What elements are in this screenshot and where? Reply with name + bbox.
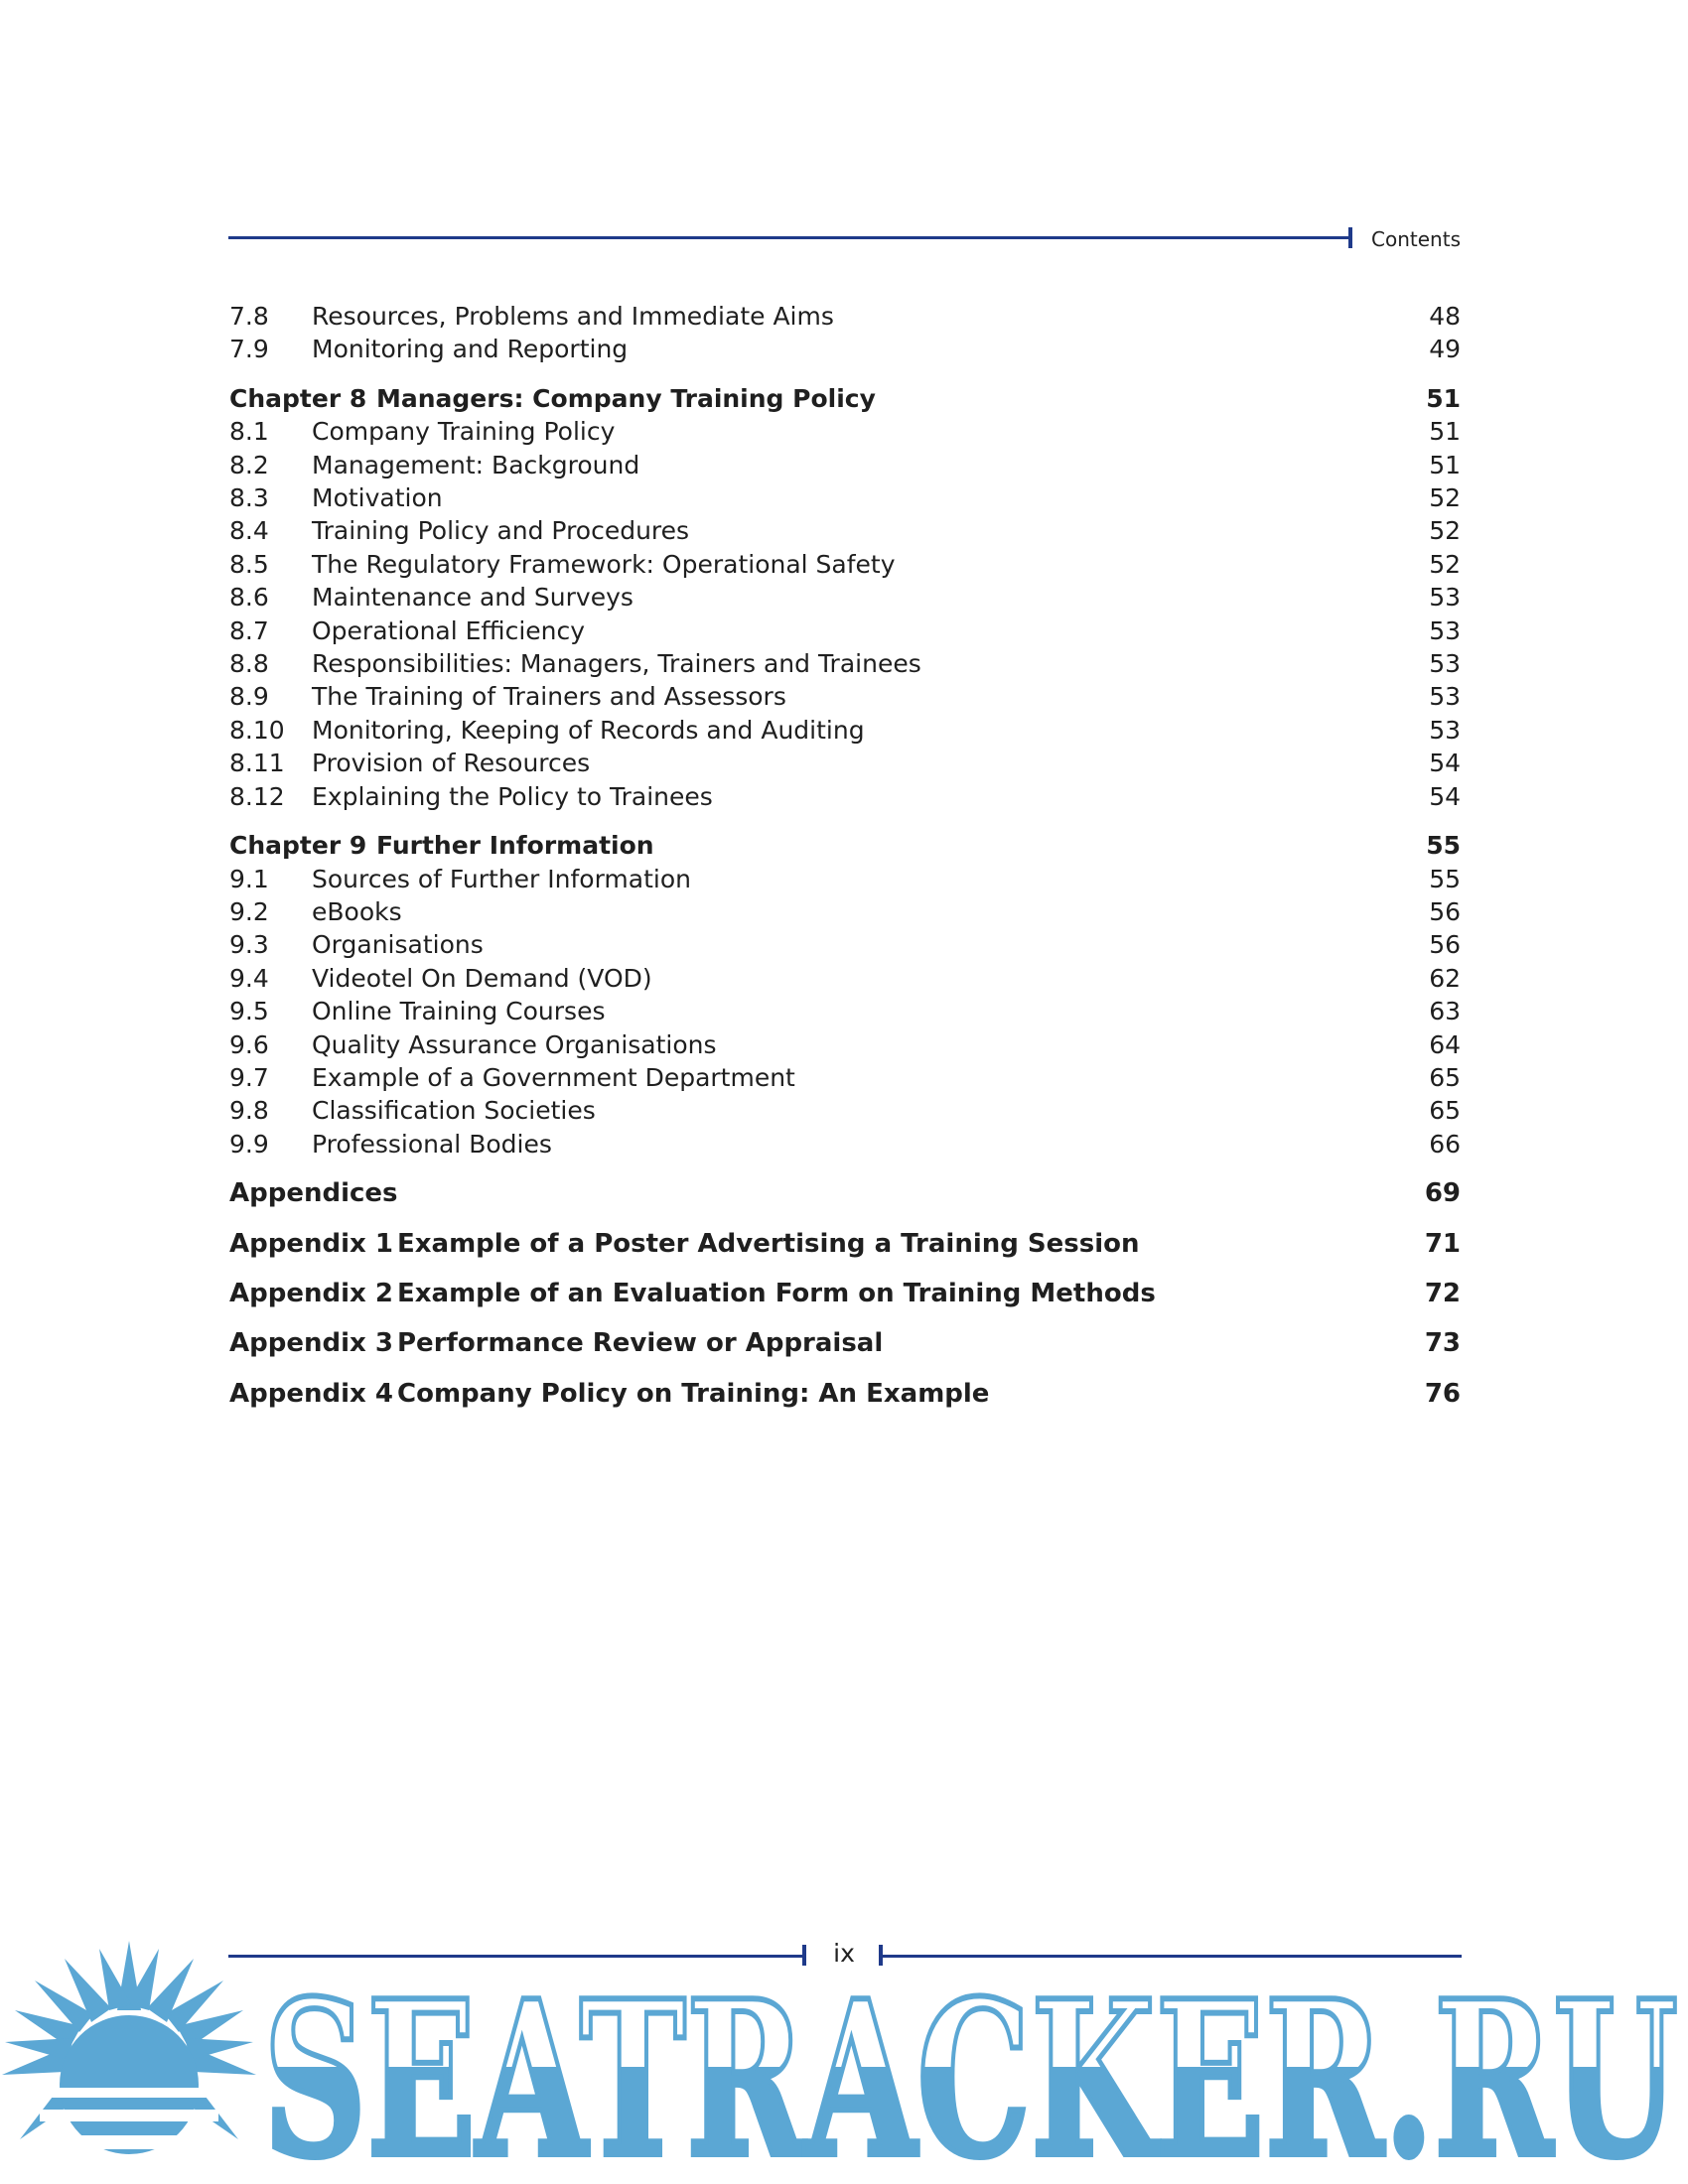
toc-entry[interactable] bbox=[229, 1128, 1461, 1160]
toc-appendix-1[interactable] bbox=[229, 1228, 1461, 1261]
appendix-number: Appendix 4 bbox=[229, 1378, 393, 1409]
toc-appendix-4[interactable] bbox=[229, 1378, 1461, 1411]
page-ref: 52 bbox=[1429, 516, 1461, 546]
section-title: Quality Assurance Organisations bbox=[312, 1029, 717, 1059]
section-title: Company Training Policy bbox=[312, 417, 616, 447]
page-ref: 53 bbox=[1429, 649, 1461, 679]
page-ref: 71 bbox=[1424, 1228, 1461, 1259]
section-number: 9.9 bbox=[229, 1129, 269, 1159]
watermark bbox=[263, 1971, 1683, 2179]
appendix-number: Appendix 1 bbox=[229, 1228, 393, 1259]
footer-rule-right bbox=[881, 1955, 1462, 1958]
appendix-title: Performance Review or Appraisal bbox=[397, 1328, 884, 1359]
header-rule bbox=[228, 236, 1350, 239]
page-ref: 53 bbox=[1429, 615, 1461, 645]
watermark-text: SEATRACKER.RU bbox=[263, 1971, 1678, 2179]
section-number: 9.8 bbox=[229, 1096, 269, 1126]
chapter-title: Managers: Company Training Policy bbox=[376, 383, 876, 413]
section-number: 9.4 bbox=[229, 963, 269, 993]
section-title: Training Policy and Procedures bbox=[312, 516, 690, 546]
page-ref: 48 bbox=[1429, 302, 1461, 331]
appendix-title: Example of an Evaluation Form on Training Methods bbox=[397, 1278, 1156, 1308]
section-number: 8.10 bbox=[229, 715, 285, 745]
page-ref: 51 bbox=[1429, 450, 1461, 479]
section-title: Management: Background bbox=[312, 450, 640, 479]
toc-entry[interactable] bbox=[229, 481, 1461, 514]
page-ref: 56 bbox=[1429, 930, 1461, 960]
chapter-number: Chapter 8 bbox=[229, 383, 367, 413]
section-number: 8.12 bbox=[229, 781, 285, 811]
section-title: Responsibilities: Managers, Trainers and Trainees bbox=[312, 649, 921, 679]
footer-rule-tick bbox=[802, 1945, 806, 1966]
section-number: 9.2 bbox=[229, 896, 269, 926]
toc-entry[interactable] bbox=[229, 449, 1461, 481]
section-number: 8.2 bbox=[229, 450, 269, 479]
appendix-number: Appendix 2 bbox=[229, 1278, 393, 1308]
section-title: Videotel On Demand (VOD) bbox=[312, 963, 652, 993]
page-ref: 63 bbox=[1429, 997, 1461, 1026]
section-title: The Regulatory Framework: Operational Safety bbox=[312, 549, 896, 579]
page-ref: 54 bbox=[1429, 781, 1461, 811]
section-title: Monitoring, Keeping of Records and Auditing bbox=[312, 715, 865, 745]
page-ref: 55 bbox=[1429, 864, 1461, 893]
page-ref: 53 bbox=[1429, 682, 1461, 712]
page-ref: 66 bbox=[1429, 1129, 1461, 1159]
toc-entry[interactable] bbox=[229, 300, 1461, 333]
section-number: 9.1 bbox=[229, 864, 269, 893]
page-ref: 72 bbox=[1424, 1278, 1461, 1308]
section-number: 8.11 bbox=[229, 749, 285, 778]
section-title: Explaining the Policy to Trainees bbox=[312, 781, 713, 811]
toc-entry[interactable] bbox=[229, 680, 1461, 713]
page-ref: 65 bbox=[1429, 1096, 1461, 1126]
section-number: 8.9 bbox=[229, 682, 269, 712]
page-ref: 53 bbox=[1429, 583, 1461, 613]
page-number: ix bbox=[833, 1939, 855, 1968]
page-ref: 62 bbox=[1429, 963, 1461, 993]
page-ref: 51 bbox=[1426, 383, 1461, 413]
toc-appendices[interactable] bbox=[229, 1177, 1461, 1210]
footer-rule-left bbox=[228, 1955, 804, 1958]
page-ref: 76 bbox=[1424, 1378, 1461, 1409]
section-number: 8.8 bbox=[229, 649, 269, 679]
sun-logo-icon bbox=[0, 1941, 258, 2184]
toc-entry[interactable] bbox=[229, 415, 1461, 448]
header-rule-tick bbox=[1348, 227, 1352, 248]
page-ref: 51 bbox=[1429, 417, 1461, 447]
section-number: 7.9 bbox=[229, 335, 269, 364]
section-title: The Training of Trainers and Assessors bbox=[312, 682, 786, 712]
toc-entry[interactable] bbox=[229, 995, 1461, 1027]
toc-entry[interactable] bbox=[229, 514, 1461, 547]
toc-entry[interactable] bbox=[229, 647, 1461, 680]
toc-entry[interactable] bbox=[229, 1061, 1461, 1094]
page-ref: 65 bbox=[1429, 1062, 1461, 1092]
page-ref: 52 bbox=[1429, 483, 1461, 513]
toc-entry[interactable] bbox=[229, 962, 1461, 995]
toc-entry[interactable] bbox=[229, 548, 1461, 581]
toc-entry[interactable] bbox=[229, 780, 1461, 813]
section-title: Resources, Problems and Immediate Aims bbox=[312, 302, 834, 331]
section-number: 8.3 bbox=[229, 483, 269, 513]
page-ref: 64 bbox=[1429, 1029, 1461, 1059]
toc-entry[interactable] bbox=[229, 333, 1461, 365]
toc-entry[interactable] bbox=[229, 895, 1461, 928]
toc-chapter-9[interactable] bbox=[229, 829, 1461, 862]
section-title: eBooks bbox=[312, 896, 402, 926]
page-ref: 56 bbox=[1429, 896, 1461, 926]
section-number: 9.6 bbox=[229, 1029, 269, 1059]
chapter-number: Chapter 9 bbox=[229, 831, 367, 861]
section-title: Organisations bbox=[312, 930, 484, 960]
section-number: 8.7 bbox=[229, 615, 269, 645]
section-title: Provision of Resources bbox=[312, 749, 591, 778]
toc-entry[interactable] bbox=[229, 928, 1461, 961]
section-title: Motivation bbox=[312, 483, 443, 513]
section-number: 8.6 bbox=[229, 583, 269, 613]
appendix-number: Appendix 3 bbox=[229, 1328, 393, 1359]
appendices-title: Appendices bbox=[229, 1178, 398, 1209]
page-ref: 69 bbox=[1424, 1178, 1461, 1209]
section-number: 8.5 bbox=[229, 549, 269, 579]
section-title: Monitoring and Reporting bbox=[312, 335, 629, 364]
appendix-title: Company Policy on Training: An Example bbox=[397, 1378, 990, 1409]
chapter-title: Further Information bbox=[376, 831, 654, 861]
section-title: Sources of Further Information bbox=[312, 864, 691, 893]
page-ref: 52 bbox=[1429, 549, 1461, 579]
toc-entry[interactable] bbox=[229, 1094, 1461, 1127]
toc-entry[interactable] bbox=[229, 747, 1461, 779]
table-of-contents bbox=[229, 300, 1461, 1411]
appendix-title: Example of a Poster Advertising a Training Session bbox=[397, 1228, 1140, 1259]
running-header: Contents bbox=[1371, 227, 1461, 251]
section-number: 9.3 bbox=[229, 930, 269, 960]
section-number: 9.5 bbox=[229, 997, 269, 1026]
toc-entry[interactable] bbox=[229, 614, 1461, 647]
toc-appendix-2[interactable] bbox=[229, 1278, 1461, 1310]
toc-appendix-3[interactable] bbox=[229, 1327, 1461, 1360]
section-title: Operational Efficiency bbox=[312, 615, 586, 645]
section-number: 8.4 bbox=[229, 516, 269, 546]
section-title: Online Training Courses bbox=[312, 997, 606, 1026]
toc-entry[interactable] bbox=[229, 863, 1461, 895]
section-title: Example of a Government Department bbox=[312, 1062, 795, 1092]
section-title: Maintenance and Surveys bbox=[312, 583, 633, 613]
section-title: Professional Bodies bbox=[312, 1129, 552, 1159]
toc-entry[interactable] bbox=[229, 1028, 1461, 1061]
page-ref: 53 bbox=[1429, 715, 1461, 745]
page-ref: 54 bbox=[1429, 749, 1461, 778]
page-ref: 73 bbox=[1424, 1328, 1461, 1359]
page-ref: 55 bbox=[1426, 831, 1461, 861]
section-number: 7.8 bbox=[229, 302, 269, 331]
page-ref: 49 bbox=[1429, 335, 1461, 364]
toc-chapter-8[interactable] bbox=[229, 382, 1461, 415]
toc-entry[interactable] bbox=[229, 714, 1461, 747]
section-title: Classification Societies bbox=[312, 1096, 596, 1126]
toc-entry[interactable] bbox=[229, 581, 1461, 614]
section-number: 8.1 bbox=[229, 417, 269, 447]
section-number: 9.7 bbox=[229, 1062, 269, 1092]
